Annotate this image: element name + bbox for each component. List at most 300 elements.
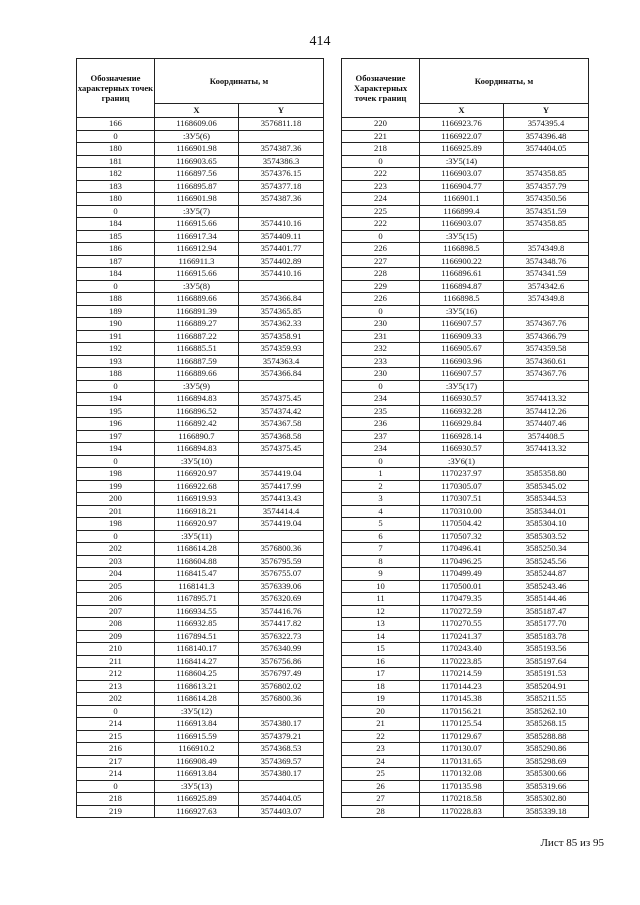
y-coordinate-cell: 3576339.06 — [239, 580, 324, 593]
x-coordinate-cell: 1167894.51 — [155, 630, 239, 643]
point-id-cell: 215 — [77, 730, 155, 743]
y-coordinate-cell: 3576320.69 — [239, 593, 324, 606]
x-coordinate-cell: 1170144.23 — [420, 680, 504, 693]
x-coordinate-cell: 1166895.87 — [155, 180, 239, 193]
point-id-cell: 189 — [77, 305, 155, 318]
table-row — [77, 493, 324, 506]
point-id-cell: 191 — [77, 330, 155, 343]
point-id-cell: 185 — [77, 230, 155, 243]
y-coordinate-cell — [239, 780, 324, 793]
x-coordinate-cell: 1166889.66 — [155, 293, 239, 306]
table-row — [342, 243, 589, 256]
point-id-cell: 224 — [342, 193, 420, 206]
point-id-cell: 182 — [77, 168, 155, 181]
x-coordinate-cell: 1166912.94 — [155, 243, 239, 256]
x-coordinate-cell: 1166894.83 — [155, 443, 239, 456]
y-coordinate-cell: 3574341.59 — [504, 268, 589, 281]
y-coordinate-cell: 3574367.76 — [504, 318, 589, 331]
table-row — [77, 443, 324, 456]
point-id-cell: 226 — [342, 243, 420, 256]
table-row — [342, 255, 589, 268]
y-coordinate-cell: 3576802.02 — [239, 680, 324, 693]
coordinates-table-left — [76, 58, 324, 818]
point-id-cell: 202 — [77, 693, 155, 706]
x-coordinate-cell: 1170130.07 — [420, 743, 504, 756]
y-coordinate-cell: 3585211.55 — [504, 693, 589, 706]
y-coordinate-cell: 3574360.61 — [504, 355, 589, 368]
y-coordinate-cell: 3574358.91 — [239, 330, 324, 343]
table-row — [77, 793, 324, 806]
table-row — [77, 743, 324, 756]
x-coordinate-cell: 1166917.34 — [155, 230, 239, 243]
table-row — [77, 480, 324, 493]
point-id-cell: 4 — [342, 505, 420, 518]
y-coordinate-cell: 3574412.26 — [504, 405, 589, 418]
x-coordinate-cell: :ЗУ5(7) — [155, 205, 239, 218]
point-id-cell: 206 — [77, 593, 155, 606]
x-coordinate-cell: 1170305.07 — [420, 480, 504, 493]
y-coordinate-cell: 3574350.56 — [504, 193, 589, 206]
point-id-cell: 216 — [77, 743, 155, 756]
point-id-cell: 200 — [77, 493, 155, 506]
point-id-cell: 1 — [342, 468, 420, 481]
table-row — [342, 768, 589, 781]
y-coordinate-cell: 3576800.36 — [239, 693, 324, 706]
y-coordinate-cell: 3576322.73 — [239, 630, 324, 643]
point-id-cell: 222 — [342, 218, 420, 231]
x-coordinate-cell: 1166887.22 — [155, 330, 239, 343]
table-row — [342, 605, 589, 618]
x-coordinate-cell: 1168604.25 — [155, 668, 239, 681]
y-coordinate-cell: 3585302.80 — [504, 793, 589, 806]
point-id-cell: 0 — [342, 155, 420, 168]
y-coordinate-cell: 3574417.82 — [239, 618, 324, 631]
table-row — [342, 480, 589, 493]
table-row — [342, 780, 589, 793]
table-row — [77, 118, 324, 131]
y-coordinate-cell: 3585288.88 — [504, 730, 589, 743]
y-coordinate-cell: 3574414.4 — [239, 505, 324, 518]
table-row — [77, 268, 324, 281]
x-coordinate-cell: 1166932.85 — [155, 618, 239, 631]
point-id-cell: 214 — [77, 768, 155, 781]
point-id-cell: 233 — [342, 355, 420, 368]
table-row — [342, 530, 589, 543]
y-coordinate-cell: 3574366.79 — [504, 330, 589, 343]
y-coordinate-cell — [239, 705, 324, 718]
x-coordinate-cell: 1167895.71 — [155, 593, 239, 606]
table-row — [342, 755, 589, 768]
y-coordinate-cell: 3574386.3 — [239, 155, 324, 168]
point-id-cell: 0 — [77, 380, 155, 393]
y-coordinate-cell — [504, 455, 589, 468]
table-row — [342, 668, 589, 681]
y-coordinate-cell: 3574358.85 — [504, 168, 589, 181]
x-coordinate-cell: :ЗУ5(13) — [155, 780, 239, 793]
x-coordinate-cell: 1166929.84 — [420, 418, 504, 431]
x-coordinate-cell: 1166925.89 — [420, 143, 504, 156]
point-id-cell: 198 — [77, 468, 155, 481]
designation-header: Обозначение характерных точек границ — [77, 59, 155, 118]
x-coordinate-cell: 1170125.54 — [420, 718, 504, 731]
x-coordinate-cell: :ЗУ6(1) — [420, 455, 504, 468]
table-row — [77, 780, 324, 793]
table-row — [77, 630, 324, 643]
point-id-cell: 207 — [77, 605, 155, 618]
y-coordinate-cell — [239, 130, 324, 143]
table-row — [77, 418, 324, 431]
y-coordinate-cell: 3585144.46 — [504, 593, 589, 606]
y-coordinate-cell: 3574417.99 — [239, 480, 324, 493]
table-row — [342, 168, 589, 181]
point-id-cell: 218 — [77, 793, 155, 806]
table-row — [342, 730, 589, 743]
point-id-cell: 2 — [342, 480, 420, 493]
designation-header: Обозначение Характерных точек границ — [342, 59, 420, 118]
y-coordinate-cell: 3585319.66 — [504, 780, 589, 793]
x-coordinate-cell: 1166898.5 — [420, 243, 504, 256]
point-id-cell: 234 — [342, 393, 420, 406]
x-coordinate-cell: :ЗУ5(17) — [420, 380, 504, 393]
table-row — [77, 668, 324, 681]
point-id-cell: 27 — [342, 793, 420, 806]
y-coordinate-cell: 3574357.79 — [504, 180, 589, 193]
x-coordinate-cell: 1166905.67 — [420, 343, 504, 356]
table-row — [77, 543, 324, 556]
point-id-cell: 222 — [342, 168, 420, 181]
x-coordinate-cell: 1170496.41 — [420, 543, 504, 556]
y-coordinate-cell: 3574413.43 — [239, 493, 324, 506]
x-coordinate-cell: 1166923.76 — [420, 118, 504, 131]
table-row — [342, 593, 589, 606]
table-row — [77, 518, 324, 531]
x-coordinate-cell: :ЗУ5(6) — [155, 130, 239, 143]
x-coordinate-cell: 1170479.35 — [420, 593, 504, 606]
y-coordinate-cell: 3585339.18 — [504, 805, 589, 818]
x-coordinate-cell: 1166911.3 — [155, 255, 239, 268]
point-id-cell: 230 — [342, 368, 420, 381]
y-coordinate-cell: 3574395.4 — [504, 118, 589, 131]
table-row — [77, 680, 324, 693]
x-coordinate-cell: :ЗУ5(11) — [155, 530, 239, 543]
x-coordinate-cell: 1166901.98 — [155, 193, 239, 206]
table-row — [342, 693, 589, 706]
point-id-cell: 204 — [77, 568, 155, 581]
x-coordinate-cell: 1166915.59 — [155, 730, 239, 743]
y-coordinate-cell: 3574404.05 — [504, 143, 589, 156]
point-id-cell: 0 — [342, 230, 420, 243]
point-id-cell: 0 — [77, 130, 155, 143]
x-coordinate-cell: 1166885.51 — [155, 343, 239, 356]
point-id-cell: 3 — [342, 493, 420, 506]
y-coordinate-cell: 3574376.15 — [239, 168, 324, 181]
y-coordinate-cell: 3574349.8 — [504, 243, 589, 256]
point-id-cell: 0 — [77, 455, 155, 468]
table-row — [77, 355, 324, 368]
x-coordinate-cell: 1166894.87 — [420, 280, 504, 293]
y-coordinate-cell: 3574408.5 — [504, 430, 589, 443]
point-id-cell: 0 — [77, 280, 155, 293]
point-id-cell: 23 — [342, 743, 420, 756]
x-coordinate-cell: 1170241.37 — [420, 630, 504, 643]
point-id-cell: 180 — [77, 193, 155, 206]
y-coordinate-cell: 3585262.10 — [504, 705, 589, 718]
y-coordinate-cell — [504, 155, 589, 168]
table-row — [342, 718, 589, 731]
x-header: X — [420, 104, 504, 118]
y-coordinate-cell: 3574401.77 — [239, 243, 324, 256]
table-row — [77, 755, 324, 768]
x-coordinate-cell: 1166922.68 — [155, 480, 239, 493]
table-row — [342, 493, 589, 506]
table-row — [342, 218, 589, 231]
x-coordinate-cell: 1166915.66 — [155, 268, 239, 281]
x-coordinate-cell: 1170129.67 — [420, 730, 504, 743]
y-coordinate-cell: 3574375.45 — [239, 393, 324, 406]
point-id-cell: 213 — [77, 680, 155, 693]
table-row — [342, 293, 589, 306]
point-id-cell: 203 — [77, 555, 155, 568]
y-coordinate-cell: 3574409.11 — [239, 230, 324, 243]
y-coordinate-cell: 3574368.58 — [239, 430, 324, 443]
y-coordinate-cell: 3574404.05 — [239, 793, 324, 806]
x-coordinate-cell: 1166909.33 — [420, 330, 504, 343]
table-row — [342, 280, 589, 293]
point-id-cell: 198 — [77, 518, 155, 531]
x-coordinate-cell: :ЗУ5(16) — [420, 305, 504, 318]
y-coordinate-cell: 3576811.18 — [239, 118, 324, 131]
table-row — [342, 430, 589, 443]
y-coordinate-cell: 3574359.93 — [239, 343, 324, 356]
table-row — [342, 393, 589, 406]
x-coordinate-cell: 1170307.51 — [420, 493, 504, 506]
table-row — [342, 680, 589, 693]
table-row — [77, 580, 324, 593]
x-coordinate-cell: 1166889.27 — [155, 318, 239, 331]
table-row — [342, 555, 589, 568]
table-row — [77, 805, 324, 818]
x-coordinate-cell: 1166927.63 — [155, 805, 239, 818]
point-id-cell: 12 — [342, 605, 420, 618]
y-coordinate-cell: 3585193.56 — [504, 643, 589, 656]
x-coordinate-cell: 1166922.07 — [420, 130, 504, 143]
point-id-cell: 0 — [342, 305, 420, 318]
table-row — [77, 180, 324, 193]
x-coordinate-cell: 1170214.59 — [420, 668, 504, 681]
y-coordinate-cell: 3574359.58 — [504, 343, 589, 356]
y-coordinate-cell: 3585345.02 — [504, 480, 589, 493]
x-coordinate-cell: 1166896.61 — [420, 268, 504, 281]
y-coordinate-cell: 3576795.59 — [239, 555, 324, 568]
y-coordinate-cell: 3576755.07 — [239, 568, 324, 581]
y-header: Y — [239, 104, 324, 118]
table-row — [77, 318, 324, 331]
table-row — [342, 155, 589, 168]
x-coordinate-cell: 1170223.85 — [420, 655, 504, 668]
point-id-cell: 231 — [342, 330, 420, 343]
x-coordinate-cell: 1166908.49 — [155, 755, 239, 768]
table-row — [77, 643, 324, 656]
x-coordinate-cell: :ЗУ5(12) — [155, 705, 239, 718]
point-id-cell: 196 — [77, 418, 155, 431]
x-coordinate-cell: 1170135.98 — [420, 780, 504, 793]
x-coordinate-cell: 1170499.49 — [420, 568, 504, 581]
point-id-cell: 234 — [342, 443, 420, 456]
table-row — [342, 343, 589, 356]
x-coordinate-cell: 1168604.88 — [155, 555, 239, 568]
point-id-cell: 25 — [342, 768, 420, 781]
table-row — [342, 318, 589, 331]
y-coordinate-cell: 3574410.16 — [239, 268, 324, 281]
y-coordinate-cell: 3574368.53 — [239, 743, 324, 756]
point-id-cell: 21 — [342, 718, 420, 731]
page-number: 414 — [309, 34, 331, 49]
table-row — [77, 205, 324, 218]
point-id-cell: 219 — [77, 805, 155, 818]
table-row — [77, 293, 324, 306]
table-row — [342, 330, 589, 343]
x-coordinate-cell: 1170243.40 — [420, 643, 504, 656]
x-coordinate-cell: 1170270.55 — [420, 618, 504, 631]
point-id-cell: 217 — [77, 755, 155, 768]
x-coordinate-cell: 1170132.08 — [420, 768, 504, 781]
point-id-cell: 15 — [342, 643, 420, 656]
table-row — [342, 130, 589, 143]
x-coordinate-cell: 1168415.47 — [155, 568, 239, 581]
table-row — [77, 530, 324, 543]
x-coordinate-cell: :ЗУ5(8) — [155, 280, 239, 293]
point-id-cell: 19 — [342, 693, 420, 706]
y-coordinate-cell: 3585191.53 — [504, 668, 589, 681]
point-id-cell: 210 — [77, 643, 155, 656]
point-id-cell: 0 — [77, 530, 155, 543]
table-row — [77, 143, 324, 156]
point-id-cell: 229 — [342, 280, 420, 293]
point-id-cell: 17 — [342, 668, 420, 681]
y-coordinate-cell: 3585303.52 — [504, 530, 589, 543]
y-coordinate-cell: 3574419.04 — [239, 468, 324, 481]
table-row — [342, 193, 589, 206]
point-id-cell: 211 — [77, 655, 155, 668]
x-coordinate-cell: 1168614.28 — [155, 693, 239, 706]
point-id-cell: 22 — [342, 730, 420, 743]
table-row — [77, 693, 324, 706]
y-coordinate-cell: 3585187.47 — [504, 605, 589, 618]
table-row — [342, 455, 589, 468]
point-id-cell: 228 — [342, 268, 420, 281]
point-id-cell: 201 — [77, 505, 155, 518]
y-coordinate-cell: 3585290.86 — [504, 743, 589, 756]
point-id-cell: 225 — [342, 205, 420, 218]
x-coordinate-cell: 1166918.21 — [155, 505, 239, 518]
coordinates-table-right — [341, 58, 589, 818]
y-coordinate-cell: 3574362.33 — [239, 318, 324, 331]
table-row — [342, 743, 589, 756]
x-coordinate-cell: 1166907.57 — [420, 318, 504, 331]
point-id-cell: 11 — [342, 593, 420, 606]
point-id-cell: 195 — [77, 405, 155, 418]
x-coordinate-cell: :ЗУ5(14) — [420, 155, 504, 168]
y-coordinate-cell: 3574365.85 — [239, 305, 324, 318]
y-coordinate-cell: 3574366.84 — [239, 293, 324, 306]
y-coordinate-cell: 3574363.4 — [239, 355, 324, 368]
y-coordinate-cell: 3574419.04 — [239, 518, 324, 531]
x-coordinate-cell: 1170500.01 — [420, 580, 504, 593]
y-coordinate-cell — [239, 455, 324, 468]
point-id-cell: 230 — [342, 318, 420, 331]
y-coordinate-cell: 3574403.07 — [239, 805, 324, 818]
y-coordinate-cell: 3574349.8 — [504, 293, 589, 306]
y-coordinate-cell: 3574375.45 — [239, 443, 324, 456]
point-id-cell: 218 — [342, 143, 420, 156]
point-id-cell: 194 — [77, 443, 155, 456]
x-coordinate-cell: 1168614.28 — [155, 543, 239, 556]
y-coordinate-cell: 3574380.17 — [239, 718, 324, 731]
table-row — [77, 605, 324, 618]
x-coordinate-cell: 1166891.39 — [155, 305, 239, 318]
y-coordinate-cell — [239, 205, 324, 218]
point-id-cell: 0 — [77, 705, 155, 718]
x-coordinate-cell: 1168141.3 — [155, 580, 239, 593]
y-coordinate-cell: 3585358.80 — [504, 468, 589, 481]
table-row — [342, 443, 589, 456]
y-coordinate-cell: 3574416.76 — [239, 605, 324, 618]
table-row — [342, 630, 589, 643]
table-row — [342, 230, 589, 243]
sheet-counter: Лист 85 из 95 — [540, 837, 604, 849]
table-row — [342, 368, 589, 381]
x-coordinate-cell: 1166925.89 — [155, 793, 239, 806]
y-coordinate-cell — [504, 230, 589, 243]
x-coordinate-cell: 1166887.59 — [155, 355, 239, 368]
table-row — [342, 655, 589, 668]
point-id-cell: 7 — [342, 543, 420, 556]
x-coordinate-cell: 1166928.14 — [420, 430, 504, 443]
table-row — [342, 418, 589, 431]
table-body-right — [342, 118, 589, 818]
table-row — [77, 505, 324, 518]
point-id-cell: 16 — [342, 655, 420, 668]
x-coordinate-cell: 1166915.66 — [155, 218, 239, 231]
x-coordinate-cell: 1170272.59 — [420, 605, 504, 618]
table-row — [77, 555, 324, 568]
y-coordinate-cell: 3574410.16 — [239, 218, 324, 231]
y-coordinate-cell — [504, 380, 589, 393]
point-id-cell: 193 — [77, 355, 155, 368]
table-row — [342, 380, 589, 393]
point-id-cell: 184 — [77, 218, 155, 231]
point-id-cell: 0 — [77, 205, 155, 218]
point-id-cell: 0 — [77, 780, 155, 793]
table-row — [77, 193, 324, 206]
table-row — [342, 543, 589, 556]
table-row — [342, 468, 589, 481]
point-id-cell: 186 — [77, 243, 155, 256]
point-id-cell: 24 — [342, 755, 420, 768]
x-coordinate-cell: 1166898.5 — [420, 293, 504, 306]
y-coordinate-cell — [239, 280, 324, 293]
x-coordinate-cell: :ЗУ5(9) — [155, 380, 239, 393]
table-row — [77, 430, 324, 443]
table-row — [77, 455, 324, 468]
point-id-cell: 0 — [342, 380, 420, 393]
point-id-cell: 18 — [342, 680, 420, 693]
table-row — [77, 230, 324, 243]
point-id-cell: 226 — [342, 293, 420, 306]
y-coordinate-cell: 3576340.99 — [239, 643, 324, 656]
table-row — [342, 355, 589, 368]
point-id-cell: 202 — [77, 543, 155, 556]
